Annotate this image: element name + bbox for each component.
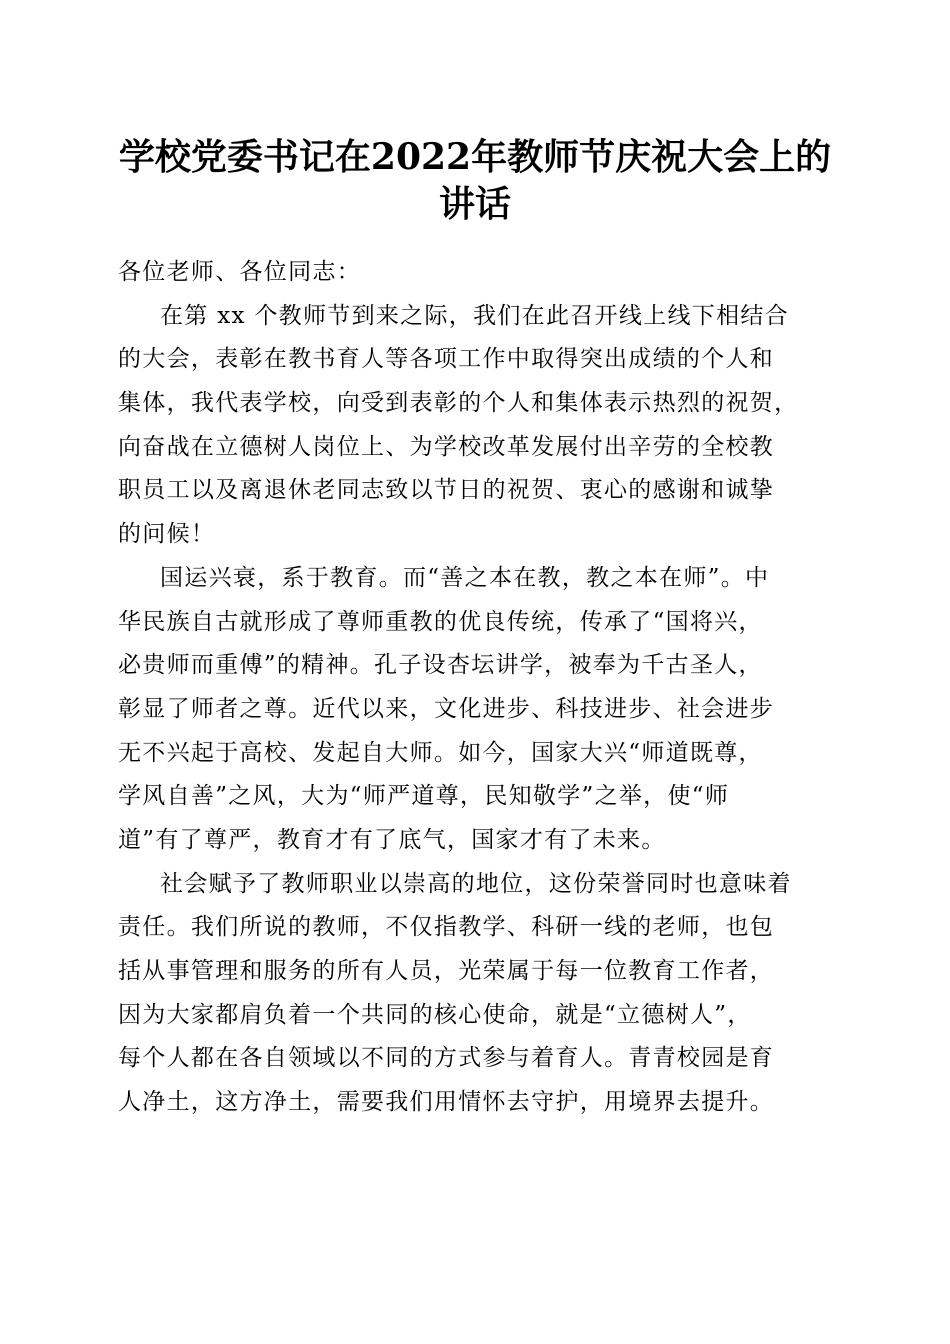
paragraph-line: 无不兴起于高校、发起自大师。如今，国家大兴“师道既尊， xyxy=(118,739,763,766)
paragraph-line: 向奋战在立德树人岗位上、为学校改革发展付出辛劳的全校教 xyxy=(118,433,775,460)
paragraph-line: 每个人都在各自领域以不同的方式参与着育人。青青校园是育 xyxy=(118,1045,775,1072)
paragraph-line: 彰显了师者之尊。近代以来，文化进步、科技进步、社会进步 xyxy=(118,695,775,722)
paragraph-1 xyxy=(118,295,830,557)
title-line: 学校党委书记在2022年教师节庆祝大会上的 xyxy=(118,136,832,178)
paragraph-line: 社会赋予了教师职业以崇高的地位，这份荣誉同时也意味着 xyxy=(160,870,792,897)
paragraph-line: 职员工以及离退休老同志致以节日的祝贺、衷心的感谢和诚挚 xyxy=(118,477,775,504)
paragraph-line: 在第 xx 个教师节到来之际，我们在此召开线上线下相结合 xyxy=(160,302,789,329)
paragraph-line: 的问候！ xyxy=(118,521,216,548)
paragraph-line: 必贵师而重傅”的精神。孔子设杏坛讲学，被奉为千古圣人， xyxy=(118,652,763,679)
paragraph-2 xyxy=(118,557,830,863)
document-title xyxy=(100,134,850,228)
paragraph-line: 学风自善”之风，大为“师严道尊，民知敬学”之举，使“师 xyxy=(118,783,730,810)
document-body xyxy=(118,251,830,1125)
salutation: 各位老师、各位同志： xyxy=(118,259,361,285)
paragraph-line: 华民族自古就形成了尊师重教的优良传统，传承了“国将兴， xyxy=(118,608,763,635)
paragraph-line: 集体，我代表学校，向受到表彰的个人和集体表示热烈的祝贺， xyxy=(118,390,799,417)
paragraph-line: 括从事管理和服务的所有人员，光荣属于每一位教育工作者， xyxy=(118,958,775,984)
paragraph-line: 人净土，这方净土，需要我们用情怀去守护，用境界去提升。 xyxy=(118,1089,775,1116)
paragraph-line: 国运兴衰，系于教育。而“善之本在教，教之本在师”。中 xyxy=(160,564,770,591)
paragraph-line: 道”有了尊严，教育才有了底气，国家才有了未来。 xyxy=(118,826,666,853)
paragraph-line: 因为大家都肩负着一个共同的核心使命，就是“立德树人”， xyxy=(118,1001,752,1028)
title-line: 讲话 xyxy=(438,183,511,225)
paragraph-line: 的大会，表彰在教书育人等各项工作中取得突出成绩的个人和 xyxy=(118,346,775,373)
paragraph-line: 责任。我们所说的教师，不仅指教学、科研一线的老师，也包 xyxy=(118,914,775,941)
paragraph-3 xyxy=(118,863,830,1125)
